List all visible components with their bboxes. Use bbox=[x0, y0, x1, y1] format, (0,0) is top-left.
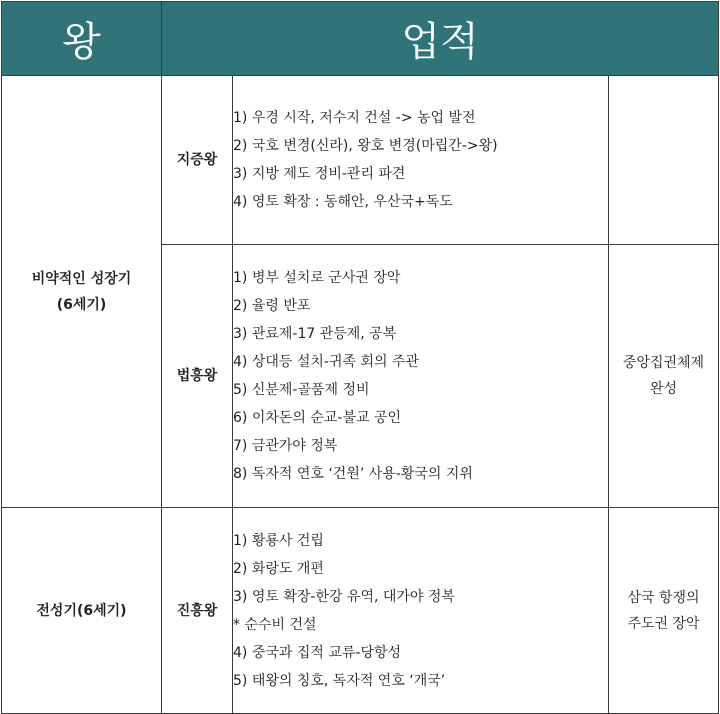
achievement-item: 8) 독자적 연호 ‘건원’ 사용-황국의 지위 bbox=[233, 466, 473, 482]
header-king: 왕 bbox=[2, 2, 162, 76]
result-text: 완성 bbox=[649, 381, 678, 397]
table-row bbox=[2, 508, 719, 714]
achievement-item: 3) 지방 제도 정비-관리 파견 bbox=[233, 166, 406, 182]
achievement-item: 7) 금관가야 정복 bbox=[233, 438, 338, 454]
table-row bbox=[2, 76, 719, 245]
result-cell bbox=[609, 245, 719, 508]
achievement-list bbox=[233, 508, 609, 714]
achievement-item: 1) 황룡사 건립 bbox=[233, 532, 324, 549]
period-label: 비약적인 성장기 bbox=[31, 270, 132, 287]
period-cell bbox=[2, 76, 162, 508]
result-text: 삼국 항쟁의 bbox=[627, 589, 700, 606]
result-text: 주도권 장악 bbox=[627, 615, 700, 632]
header-achievements: 업적 bbox=[162, 2, 719, 76]
achievement-item: 3) 영토 확장-한강 유역, 대가야 정복 bbox=[233, 588, 455, 605]
period-label: 전성기(6세기) bbox=[36, 602, 127, 619]
achievement-item: 3) 관료제-17 관등제, 공복 bbox=[233, 326, 397, 342]
king-name: 법흥왕 bbox=[162, 245, 233, 508]
period-cell bbox=[2, 508, 162, 714]
achievement-list bbox=[233, 245, 609, 508]
achievement-item: 1) 우경 시작, 저수지 건설 -> 농업 발전 bbox=[233, 110, 476, 126]
achievement-item: 4) 상대등 설치-귀족 회의 주관 bbox=[233, 354, 419, 370]
achievement-item: 6) 이차돈의 순교-불교 공인 bbox=[233, 410, 402, 426]
achievement-item: 2) 국호 변경(신라), 왕호 변경(마립간->왕) bbox=[233, 138, 498, 154]
achievement-list bbox=[233, 76, 609, 245]
achievement-item: 5) 태왕의 칭호, 독자적 연호 ‘개국’ bbox=[233, 672, 446, 689]
period-sublabel: (6세기) bbox=[56, 296, 107, 313]
achievement-item: 4) 영토 확장 : 동해안, 우산국+독도 bbox=[233, 194, 453, 210]
kings-table bbox=[1, 1, 719, 714]
achievement-item: 2) 화랑도 개편 bbox=[233, 560, 324, 577]
king-name: 진흥왕 bbox=[162, 508, 233, 714]
achievement-item: 5) 신분제-골품제 정비 bbox=[233, 382, 370, 398]
result-text: 중앙집권체제 bbox=[622, 355, 705, 371]
result-cell bbox=[609, 76, 719, 245]
achievement-item: 2) 율령 반포 bbox=[233, 298, 311, 314]
achievement-item: 4) 중국과 집적 교류-당항성 bbox=[233, 644, 402, 661]
king-name: 지증왕 bbox=[162, 76, 233, 245]
achievement-item: * 순수비 건설 bbox=[233, 616, 317, 633]
achievement-item: 1) 병부 설치로 군사권 장악 bbox=[233, 270, 401, 286]
result-cell bbox=[609, 508, 719, 714]
